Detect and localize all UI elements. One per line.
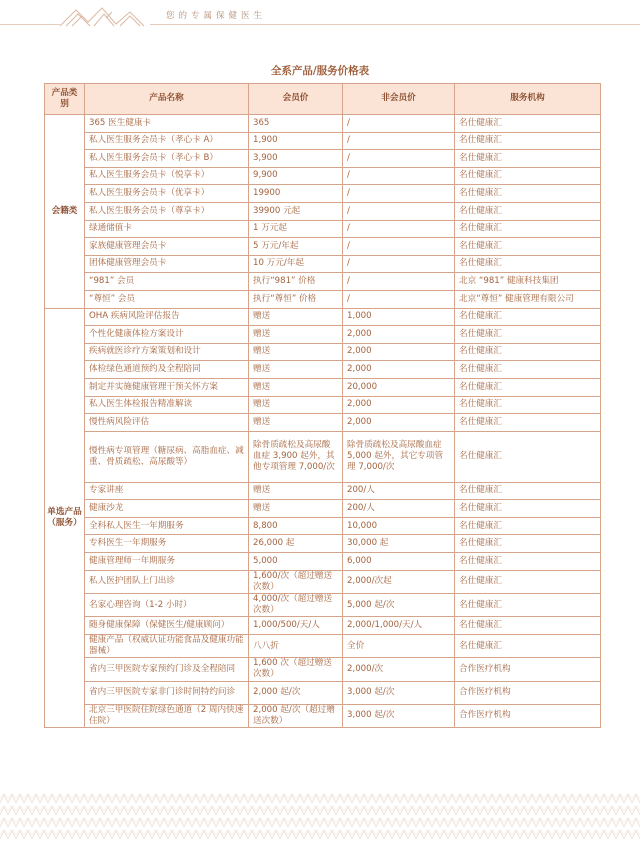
cell-member-price: 赠送 bbox=[249, 500, 343, 518]
table-row bbox=[45, 617, 601, 635]
table-row bbox=[45, 202, 601, 220]
cell-provider: 合作医疗机构 bbox=[455, 681, 601, 704]
cell-provider: 名仕健康汇 bbox=[455, 617, 601, 635]
cell-nonmember-price: / bbox=[343, 273, 455, 291]
cell-nonmember-price: 3,000 起/次 bbox=[343, 704, 455, 727]
table-row bbox=[45, 704, 601, 727]
cell-name: 健康管理师一年期服务 bbox=[85, 553, 249, 571]
table-row bbox=[45, 308, 601, 326]
table-row bbox=[45, 681, 601, 704]
table-row bbox=[45, 132, 601, 150]
cell-nonmember-price: / bbox=[343, 202, 455, 220]
cell-provider: 北京 “981” 健康科技集团 bbox=[455, 273, 601, 291]
cell-name: 绿通储值卡 bbox=[85, 220, 249, 238]
cell-name: 健康产品（权威认证功能食品及健康功能器械） bbox=[85, 634, 249, 657]
cell-member-price: 赠送 bbox=[249, 378, 343, 396]
cell-name: 家族健康管理会员卡 bbox=[85, 238, 249, 256]
cell-name: 私人医生服务会员卡（孝心卡 A） bbox=[85, 132, 249, 150]
cell-nonmember-price: 3,000 起/次 bbox=[343, 681, 455, 704]
cell-member-price: 2,000 起/次 bbox=[249, 681, 343, 704]
cell-member-price: 9,900 bbox=[249, 167, 343, 185]
cell-member-price: 4,000/次（超过赠送次数） bbox=[249, 594, 343, 617]
cell-member-price: 3,900 bbox=[249, 150, 343, 168]
table-row bbox=[45, 594, 601, 617]
table-row bbox=[45, 378, 601, 396]
cell-member-price: 赠送 bbox=[249, 308, 343, 326]
cell-member-price: 赠送 bbox=[249, 361, 343, 379]
table-row bbox=[45, 570, 601, 593]
cell-name: 省内三甲医院专家预约门诊及全程陪同 bbox=[85, 658, 249, 681]
table-row bbox=[45, 361, 601, 379]
cell-member-price: 1,000/500/天/人 bbox=[249, 617, 343, 635]
table-row bbox=[45, 238, 601, 256]
cell-name: 365 医生健康卡 bbox=[85, 115, 249, 133]
table-row bbox=[45, 517, 601, 535]
header-tagline: 您的专属保健医生 bbox=[166, 11, 267, 21]
cell-name: OHA 疾病风险评估报告 bbox=[85, 308, 249, 326]
cell-name: 私人医护团队上门出诊 bbox=[85, 570, 249, 593]
cell-name: 慢性病专项管理（糖尿病、高脂血症、减重、骨质疏松、高尿酸等） bbox=[85, 431, 249, 482]
cell-nonmember-price: 除骨质疏松及高尿酸血症 5,000 起外，其它专项管理 7,000/次 bbox=[343, 431, 455, 482]
cell-nonmember-price: 6,000 bbox=[343, 553, 455, 571]
table-row bbox=[45, 255, 601, 273]
cell-nonmember-price: 2,000 bbox=[343, 326, 455, 344]
table-row bbox=[45, 290, 601, 308]
cell-name: 私人医生服务会员卡（尊享卡） bbox=[85, 202, 249, 220]
cell-nonmember-price: 1,000 bbox=[343, 308, 455, 326]
table-row bbox=[45, 115, 601, 133]
table-row bbox=[45, 343, 601, 361]
cell-name: “981” 会员 bbox=[85, 273, 249, 291]
cell-provider: 名仕健康汇 bbox=[455, 414, 601, 432]
cell-nonmember-price: 全价 bbox=[343, 634, 455, 657]
cell-member-price: 赠送 bbox=[249, 414, 343, 432]
table-row bbox=[45, 431, 601, 482]
cell-name: 随身健康保障（保健医生/健康顾问） bbox=[85, 617, 249, 635]
table-row bbox=[45, 326, 601, 344]
table-row bbox=[45, 150, 601, 168]
cell-name: 慢性病风险评估 bbox=[85, 414, 249, 432]
cell-provider: 名仕健康汇 bbox=[455, 361, 601, 379]
cell-provider: 名仕健康汇 bbox=[455, 255, 601, 273]
table-row bbox=[45, 396, 601, 414]
cell-member-price: 1,600 次（超过赠送次数） bbox=[249, 658, 343, 681]
table-title: 全系产品/服务价格表 bbox=[270, 65, 370, 77]
cell-name: 名家心理咨询（1-2 小时） bbox=[85, 594, 249, 617]
cell-member-price: 除骨质疏松及高尿酸血症 3,900 起外，其他专项管理 7,000/次 bbox=[249, 431, 343, 482]
cell-member-price: 赠送 bbox=[249, 326, 343, 344]
cell-member-price: 执行“尊恒” 价格 bbox=[249, 290, 343, 308]
cell-provider: 名仕健康汇 bbox=[455, 396, 601, 414]
cell-name: 私人医生服务会员卡（悦享卡） bbox=[85, 167, 249, 185]
table-row bbox=[45, 482, 601, 500]
cell-provider: 名仕健康汇 bbox=[455, 238, 601, 256]
cell-name: 团体健康管理会员卡 bbox=[85, 255, 249, 273]
table-row bbox=[45, 553, 601, 571]
cell-member-price: 26,000 起 bbox=[249, 535, 343, 553]
header-rule-left bbox=[0, 24, 60, 25]
col-header-nonmember-price: 非会员价 bbox=[343, 84, 455, 115]
cell-member-price: 10 万元/年起 bbox=[249, 255, 343, 273]
cell-provider: 名仕健康汇 bbox=[455, 326, 601, 344]
cell-member-price: 2,000 起/次（超过赠送次数） bbox=[249, 704, 343, 727]
cell-member-price: 赠送 bbox=[249, 482, 343, 500]
cell-member-price: 执行“981” 价格 bbox=[249, 273, 343, 291]
cell-provider: 北京“尊恒” 健康管理有限公司 bbox=[455, 290, 601, 308]
table-header-row bbox=[45, 84, 601, 115]
cell-member-price: 5,000 bbox=[249, 553, 343, 571]
table-row bbox=[45, 658, 601, 681]
table-row bbox=[45, 414, 601, 432]
cell-nonmember-price: 2,000 bbox=[343, 343, 455, 361]
cell-provider: 名仕健康汇 bbox=[455, 553, 601, 571]
cell-provider: 名仕健康汇 bbox=[455, 594, 601, 617]
cell-nonmember-price: / bbox=[343, 167, 455, 185]
cell-name: “尊恒” 会员 bbox=[85, 290, 249, 308]
cell-provider: 名仕健康汇 bbox=[455, 535, 601, 553]
cell-nonmember-price: / bbox=[343, 290, 455, 308]
table-row bbox=[45, 167, 601, 185]
cell-nonmember-price: 10,000 bbox=[343, 517, 455, 535]
cell-provider: 名仕健康汇 bbox=[455, 202, 601, 220]
cell-provider: 名仕健康汇 bbox=[455, 500, 601, 518]
header-rule bbox=[150, 24, 640, 25]
cell-nonmember-price: / bbox=[343, 185, 455, 203]
cell-name: 北京三甲医院住院绿色通道（2 周内快速住院） bbox=[85, 704, 249, 727]
cell-member-price: 1,600/次（超过赠送次数） bbox=[249, 570, 343, 593]
table-row bbox=[45, 185, 601, 203]
cell-provider: 名仕健康汇 bbox=[455, 308, 601, 326]
cell-provider: 名仕健康汇 bbox=[455, 431, 601, 482]
cell-nonmember-price: 30,000 起 bbox=[343, 535, 455, 553]
category-cell: 会籍类 bbox=[45, 115, 85, 309]
cell-provider: 名仕健康汇 bbox=[455, 220, 601, 238]
cell-name: 专家讲座 bbox=[85, 482, 249, 500]
col-header-member-price: 会员价 bbox=[249, 84, 343, 115]
cell-member-price: 赠送 bbox=[249, 343, 343, 361]
bottom-pattern-decoration bbox=[0, 793, 640, 841]
cell-member-price: 八八折 bbox=[249, 634, 343, 657]
table-row bbox=[45, 634, 601, 657]
cell-member-price: 39900 元起 bbox=[249, 202, 343, 220]
cell-nonmember-price: 2,000/1,000/天/人 bbox=[343, 617, 455, 635]
cell-nonmember-price: 2,000/次 bbox=[343, 658, 455, 681]
cell-provider: 名仕健康汇 bbox=[455, 115, 601, 133]
cell-name: 健康沙龙 bbox=[85, 500, 249, 518]
mountain-logo-icon bbox=[58, 4, 148, 28]
cell-nonmember-price: / bbox=[343, 150, 455, 168]
cell-nonmember-price: 20,000 bbox=[343, 378, 455, 396]
cell-name: 疾病就医诊疗方案策划和设计 bbox=[85, 343, 249, 361]
cell-provider: 名仕健康汇 bbox=[455, 185, 601, 203]
category-cell: 单选产品（服务） bbox=[45, 308, 85, 727]
cell-provider: 合作医疗机构 bbox=[455, 658, 601, 681]
cell-name: 私人医生服务会员卡（孝心卡 B） bbox=[85, 150, 249, 168]
col-header-provider: 服务机构 bbox=[455, 84, 601, 115]
cell-provider: 名仕健康汇 bbox=[455, 167, 601, 185]
cell-nonmember-price: / bbox=[343, 255, 455, 273]
cell-nonmember-price: 200/人 bbox=[343, 500, 455, 518]
cell-provider: 名仕健康汇 bbox=[455, 634, 601, 657]
cell-nonmember-price: 200/人 bbox=[343, 482, 455, 500]
cell-member-price: 8,800 bbox=[249, 517, 343, 535]
table-row bbox=[45, 273, 601, 291]
cell-provider: 名仕健康汇 bbox=[455, 517, 601, 535]
cell-member-price: 赠送 bbox=[249, 396, 343, 414]
cell-provider: 名仕健康汇 bbox=[455, 150, 601, 168]
cell-name: 制定并实施健康管理干预关怀方案 bbox=[85, 378, 249, 396]
cell-name: 体检绿色通道预约及全程陪同 bbox=[85, 361, 249, 379]
table-row bbox=[45, 500, 601, 518]
cell-nonmember-price: / bbox=[343, 238, 455, 256]
cell-name: 专科医生一年期服务 bbox=[85, 535, 249, 553]
cell-nonmember-price: / bbox=[343, 115, 455, 133]
cell-name: 省内三甲医院专家非门诊时间特约问诊 bbox=[85, 681, 249, 704]
cell-provider: 名仕健康汇 bbox=[455, 482, 601, 500]
cell-provider: 合作医疗机构 bbox=[455, 704, 601, 727]
cell-name: 全科私人医生一年期服务 bbox=[85, 517, 249, 535]
cell-name: 私人医生服务会员卡（优享卡） bbox=[85, 185, 249, 203]
cell-provider: 名仕健康汇 bbox=[455, 343, 601, 361]
cell-nonmember-price: 2,000 bbox=[343, 396, 455, 414]
cell-member-price: 19900 bbox=[249, 185, 343, 203]
col-header-name: 产品名称 bbox=[85, 84, 249, 115]
cell-nonmember-price: 5,000 起/次 bbox=[343, 594, 455, 617]
col-header-category: 产品类别 bbox=[45, 84, 85, 115]
cell-member-price: 1,900 bbox=[249, 132, 343, 150]
cell-nonmember-price: 2,000/次起 bbox=[343, 570, 455, 593]
cell-name: 个性化健康体检方案设计 bbox=[85, 326, 249, 344]
cell-member-price: 365 bbox=[249, 115, 343, 133]
cell-provider: 名仕健康汇 bbox=[455, 132, 601, 150]
cell-provider: 名仕健康汇 bbox=[455, 570, 601, 593]
cell-member-price: 5 万元/年起 bbox=[249, 238, 343, 256]
cell-provider: 名仕健康汇 bbox=[455, 378, 601, 396]
table-row bbox=[45, 220, 601, 238]
cell-nonmember-price: 2,000 bbox=[343, 414, 455, 432]
price-table bbox=[44, 83, 601, 728]
cell-name: 私人医生体检报告精准解读 bbox=[85, 396, 249, 414]
table-row bbox=[45, 535, 601, 553]
cell-member-price: 1 万元起 bbox=[249, 220, 343, 238]
cell-nonmember-price: / bbox=[343, 132, 455, 150]
cell-nonmember-price: 2,000 bbox=[343, 361, 455, 379]
cell-nonmember-price: / bbox=[343, 220, 455, 238]
